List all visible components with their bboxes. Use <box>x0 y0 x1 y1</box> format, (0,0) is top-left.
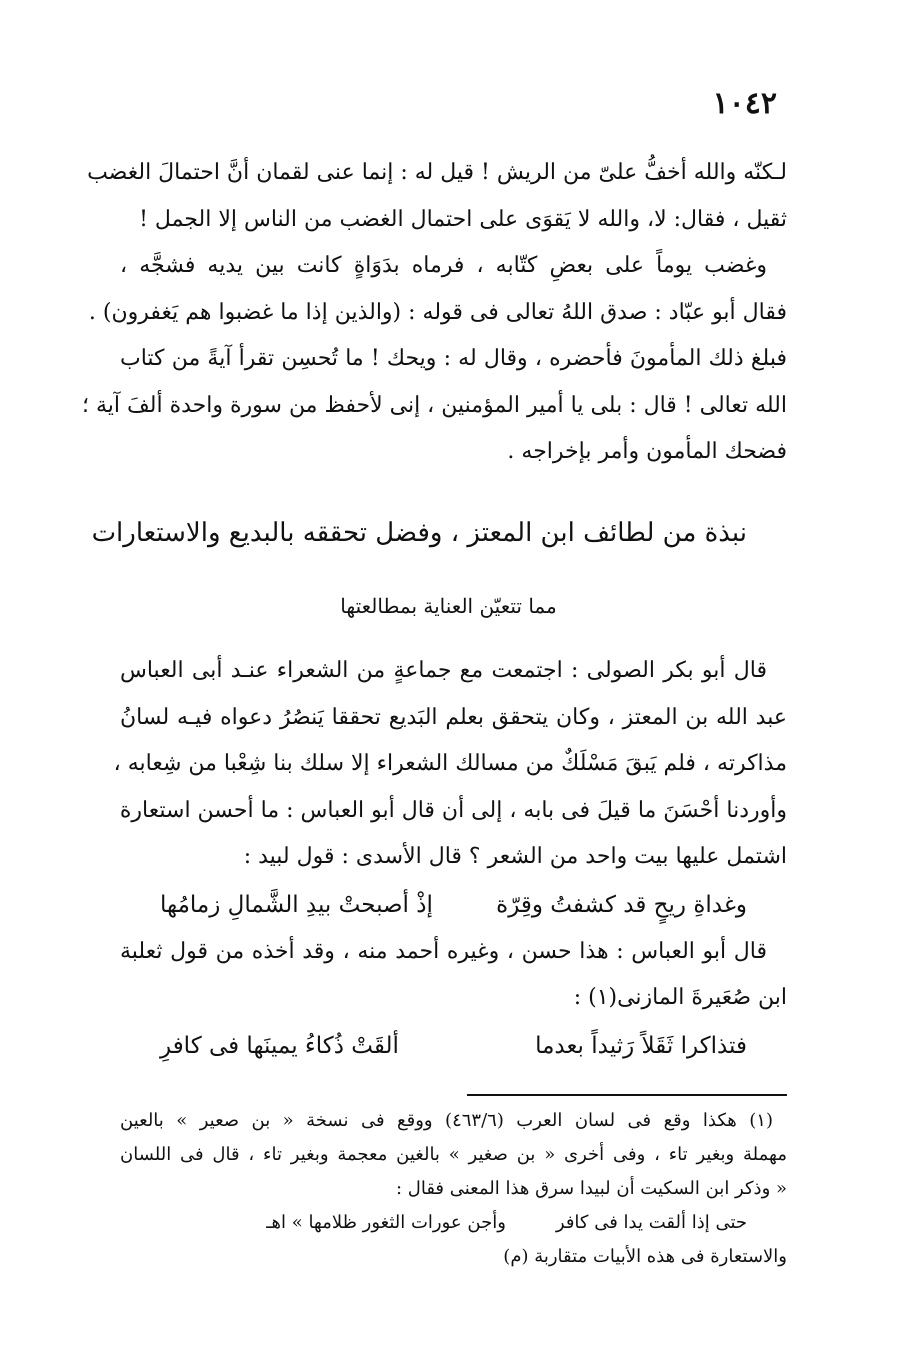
verse-first-hemistich: حتى إذا ألقت يدا فى كافر <box>555 1212 747 1233</box>
footnote-line: والاستعارة فى هذه الأبيات متقاربة (م) <box>503 1246 787 1267</box>
text-line: قال أبو العباس : هذا حسن ، وغيره أحمد منه ، وقد أخذه من قول ثعلبة <box>120 938 767 964</box>
footnote-verse <box>120 1206 787 1240</box>
text-line: وأوردنا أحْسَنَ ما قيلَ فى بابه ، إلى أن قال أبو العباس : ما أحسن استعارة <box>119 797 787 823</box>
text-line: وغضب يوماً على بعضِ كتّابه ، فرماه بدَوَاةٍ كانت بين يديه فشجَّه ، <box>120 253 767 278</box>
text-line: فبلغ ذلك المأمونَ فأحضره ، وقال له : ويحك ! ما تُحسِن تقرأ آيةً من كتاب <box>120 346 787 371</box>
poem-verse <box>120 881 787 929</box>
text-line: اشتمل عليها بيت واحد من الشعر ؟ قال الأسدى : قول لبيد : <box>243 844 787 869</box>
text-line: الله تعالى ! قال : بلى يا أمير المؤمنين ، إنى لأحفظ من سورة واحدة ألفَ آية ؛ <box>82 392 787 418</box>
footnote-line: (١) هكذا وقع فى لسان العرب (٤٦٣/٦) ووقع فى نسخة « بن صعير » بالعين <box>120 1110 773 1131</box>
text-line: مذاكرته ، فلم يَبقَ مَسْلَكٌ من مسالك الشعراء إلا سلك بنا شِعْبا من شِعابه ، <box>113 751 787 776</box>
page-number: ١٠٤٢ <box>712 86 777 121</box>
text-line: ابن صُعَيرةَ المازنى(١) : <box>573 985 787 1010</box>
text-line: عبد الله بن المعتز ، وكان يتحقق بعلم البَديع تحققا يَنصُرُ دعواه فيـه لسانُ <box>120 704 787 730</box>
verse-second-hemistich: وأجن عورات الثغور ظلامها » اهـ <box>266 1212 506 1233</box>
verse-second-hemistich: إذْ أصبحتْ بيدِ الشَّمالِ زمامُها <box>160 891 433 918</box>
footnote-line: مهملة وبغير تاء ، وفى أخرى « بن صغير » بالغين معجمة وبغير تاء ، قال فى اللسان <box>120 1144 787 1165</box>
section-subheading: مما تتعيّن العناية بمطالعتها <box>340 594 557 618</box>
section-1-text <box>82 150 787 476</box>
section-2-text <box>113 648 787 1070</box>
text-line: لـكنّه والله أخفُّ علىّ من الريش ! قيل له : إنما عنى لقمان أنَّ احتمالَ الغضب <box>87 160 787 185</box>
text-line: فضحك المأمون وأمر بإخراجه . <box>507 439 787 464</box>
section-heading: نبذة من لطائف ابن المعتز ، وفضل تحققه بالبديع والاستعارات <box>91 518 747 548</box>
verse-first-hemistich: وغداةِ ريحٍ قد كشفتُ وقِرّة <box>496 891 747 918</box>
text-line: فقال أبو عبّاد : صدق اللهُ تعالى فى قوله : (والذين إذا ما غضبوا هم يَغفرون) . <box>88 299 787 325</box>
verse-first-hemistich: فتذاكرا ثَقَلاً رَثيداً بعدما <box>535 1032 747 1059</box>
text-line: قال أبو بكر الصولى : اجتمعت مع جماعةٍ من الشعراء عنـد أبى العباس <box>120 658 767 683</box>
verse-second-hemistich: ألقَتْ ذُكاءُ يمينَها فى كافرِ <box>160 1032 399 1059</box>
footnotes <box>120 1104 787 1274</box>
footnote-line: « وذكر ابن السكيت أن لبيدا سرق هذا المعنى فقال : <box>395 1178 787 1199</box>
text-line: ثقيل ، فقال: لا، والله لا يَقوَى على احتمال الغضب من الناس إلا الجمل ! <box>139 206 787 232</box>
footnote-divider <box>467 1094 787 1096</box>
poem-verse <box>120 1022 787 1070</box>
